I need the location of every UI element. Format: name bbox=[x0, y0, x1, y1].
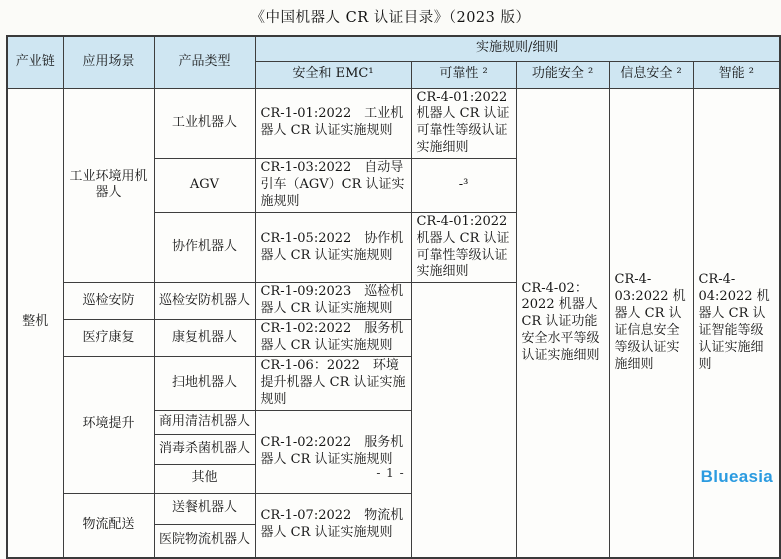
cell-functional-safety-all: CR-4-02：2022 机器人 CR 认证功能安全水平等级认证实施细则 bbox=[516, 88, 609, 558]
cell-emc-collaborative-robot: CR-1-05:2022 协作机器人 CR 认证实施规则 bbox=[255, 212, 411, 283]
cell-type-patrol-robot: 巡检安防机器人 bbox=[154, 283, 255, 320]
cell-type-sweeping-robot: 扫地机器人 bbox=[154, 356, 255, 410]
cell-intelligence-all: CR-4-04:2022 机器人 CR 认证智能等级认证实施细则 bbox=[693, 88, 780, 558]
page-number: - 1 - bbox=[376, 466, 405, 480]
col-header-information-security: 信息安全 ² bbox=[609, 61, 693, 88]
document-title: 《中国机器人 CR 认证目录》（2023 版） bbox=[250, 10, 531, 26]
col-header-industry-chain: 产业链 bbox=[7, 36, 63, 88]
cell-emc-sweeping-robot: CR-1-06：2022 环境提升机器人 CR 认证实施规则 bbox=[255, 356, 411, 410]
cell-reliability-empty bbox=[411, 283, 516, 558]
cell-emc-rehab-robot: CR-1-02:2022 服务机器人 CR 认证实施规则 bbox=[255, 320, 411, 357]
col-header-reliability: 可靠性 ² bbox=[411, 61, 516, 88]
cell-type-other: 其他 bbox=[154, 464, 255, 493]
col-header-product-type: 产品类型 bbox=[154, 36, 255, 88]
cell-type-agv: AGV bbox=[154, 159, 255, 213]
cell-scene-patrol-security: 巡检安防 bbox=[63, 283, 154, 320]
cell-reliability-collaborative-robot: CR-4-01:2022 机器人 CR 认证可靠性等级认证实施细则 bbox=[411, 212, 516, 283]
cell-scene-medical-rehab: 医疗康复 bbox=[63, 320, 154, 357]
cell-type-meal-delivery-robot: 送餐机器人 bbox=[154, 493, 255, 524]
cell-type-commercial-cleaning-robot: 商用清洁机器人 bbox=[154, 410, 255, 434]
cell-emc-service-robot-group: CR-1-02:2022 服务机器人 CR 认证实施规则 bbox=[255, 410, 411, 493]
cell-reliability-agv: -³ bbox=[411, 159, 516, 213]
col-header-implementation-rules: 实施规则/细则 bbox=[255, 36, 780, 61]
cell-scene-environment-improvement: 环境提升 bbox=[63, 356, 154, 493]
cell-reliability-industrial-robot: CR-4-01:2022 机器人 CR 认证可靠性等级认证实施细则 bbox=[411, 88, 516, 159]
cell-scene-industrial-environment: 工业环境用机器人 bbox=[63, 88, 154, 283]
cell-type-hospital-logistics-robot: 医院物流机器人 bbox=[154, 524, 255, 558]
cell-type-collaborative-robot: 协作机器人 bbox=[154, 212, 255, 283]
cell-scene-logistics-delivery: 物流配送 bbox=[63, 493, 154, 558]
cell-information-security-all: CR-4-03:2022 机器人 CR 认证信息安全等级认证实施细则 bbox=[609, 88, 693, 558]
cell-type-disinfection-robot: 消毒杀菌机器人 bbox=[154, 434, 255, 464]
col-header-safety-emc: 安全和 EMC¹ bbox=[255, 61, 411, 88]
blueasia-watermark: Blueasia bbox=[700, 467, 773, 486]
cell-emc-logistics-robot-group: CR-1-07:2022 物流机器人 CR 认证实施规则 bbox=[255, 493, 411, 558]
cr-certification-table bbox=[6, 35, 781, 559]
cell-type-rehab-robot: 康复机器人 bbox=[154, 320, 255, 357]
cell-type-industrial-robot: 工业机器人 bbox=[154, 88, 255, 159]
col-header-application-scene: 应用场景 bbox=[63, 36, 154, 88]
cell-emc-industrial-robot: CR-1-01:2022 工业机器人 CR 认证实施规则 bbox=[255, 88, 411, 159]
cell-emc-agv: CR-1-03:2022 自动导引车（AGV）CR 认证实施规则 bbox=[255, 159, 411, 213]
cell-industry-chain-whole-machine: 整机 bbox=[7, 88, 63, 558]
col-header-functional-safety: 功能安全 ² bbox=[516, 61, 609, 88]
col-header-intelligence: 智能 ² bbox=[693, 61, 780, 88]
cell-emc-patrol-robot: CR-1-09:2023 巡检机器人 CR 认证实施规则 bbox=[255, 283, 411, 320]
